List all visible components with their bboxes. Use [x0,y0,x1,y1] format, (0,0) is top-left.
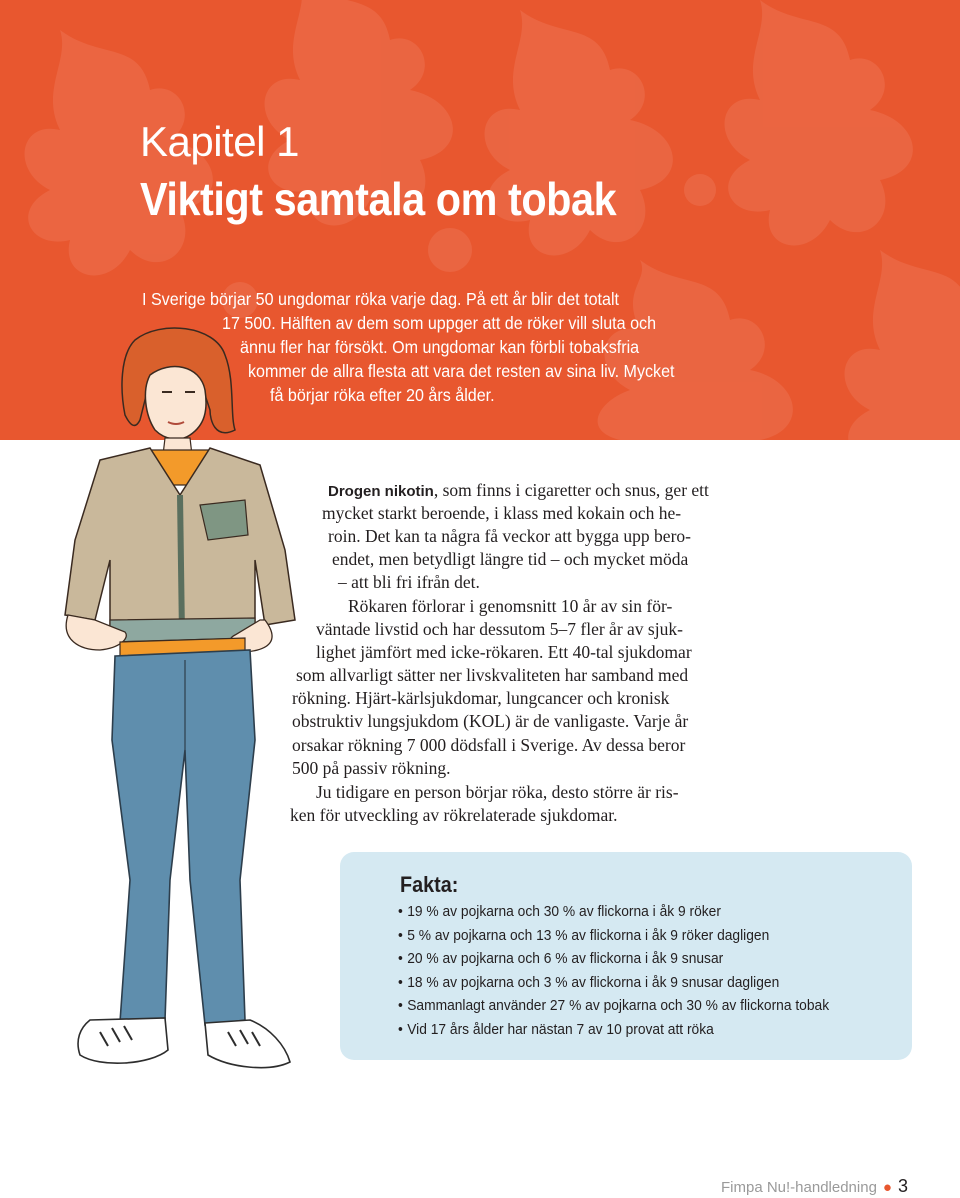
body-line: orsakar rökning 7 000 dödsfall i Sverige. Av dessa beror [292,735,686,755]
body-line: väntade livstid och har dessutom 5–7 fler år av sjuk- [316,619,683,639]
intro-line: 17 500. Hälften av dem som uppger att de röker vill sluta och [222,313,657,333]
bullet-icon: • [398,1020,403,1038]
body-line: ken för utveckling av rökrelaterade sjukdomar. [290,805,618,825]
bullet-icon: • [398,973,403,991]
facts-item-text: 5 % av pojkarna och 13 % av flickorna i åk 9 röker dagligen [407,926,770,944]
body-line: – att bli fri ifrån det. [338,572,480,592]
intro-line: få börjar röka efter 20 års ålder. [270,385,495,405]
facts-item [398,947,829,971]
facts-item [398,971,829,995]
body-line: Ju tidigare en person börjar röka, desto större är ris- [316,782,679,802]
body-line: , som finns i cigaretter och snus, ger ett [433,480,709,500]
body-line: 500 på passiv rökning. [292,758,451,778]
body-line: lighet jämfört med icke-rökaren. Ett 40-tal sjukdomar [316,642,692,662]
facts-list [398,900,867,1041]
facts-item [398,900,829,924]
footer-label: Fimpa Nu!-handledning [720,1179,877,1196]
bullet-icon: ● [882,1179,892,1196]
bullet-icon: • [398,950,403,967]
body-line: rökning. Hjärt-kärlsjukdomar, lungcancer och kronisk [292,688,670,708]
facts-item-text: Vid 17 års ålder har nästan 7 av 10 provat att röka [407,1020,714,1038]
page-footer [721,1176,908,1197]
bullet-icon: • [398,997,403,1014]
intro-line: ännu fler har försökt. Om ungdomar kan förbli tobaksfria [240,337,640,357]
facts-item [398,924,829,948]
body-line: obstruktiv lungsjukdom (KOL) är de vanligaste. Varje år [292,711,689,731]
intro-line: I Sverige börjar 50 ungdomar röka varje dag. På ett år blir det totalt [142,289,620,309]
body-line: mycket starkt beroende, i klass med kokain och he- [322,503,682,523]
body-line: roin. Det kan ta några få veckor att bygga upp bero- [328,526,691,546]
body-line: endet, men betydligt längre tid – och mycket möda [332,549,689,569]
lead-bold: Drogen nikotin [328,483,434,500]
body-line: som allvarligt sätter ner livskvaliteten har samband med [296,665,689,685]
chapter-label: Kapitel 1 [140,118,299,165]
intro-line: kommer de allra flesta att vara det resten av sina liv. Mycket [248,361,675,381]
bullet-icon: • [398,903,403,920]
page-number: 3 [897,1176,908,1196]
facts-item [398,1018,829,1042]
facts-item-text: 19 % av pojkarna och 30 % av flickorna i åk 9 röker [407,903,721,920]
page-title: Viktigt samtala om tobak [140,173,617,225]
body-line-lead [328,480,709,501]
facts-item-text: 18 % av pojkarna och 3 % av flickorna i åk 9 snusar dagligen [407,973,780,991]
bullet-icon: • [398,926,403,944]
body-line: Rökaren förlorar i genomsnitt 10 år av sin för- [348,596,673,616]
facts-title: Fakta: [400,872,459,897]
facts-item-text: Sammanlagt använder 27 % av pojkarna och 30 % av flickorna tobak [407,997,830,1014]
facts-item [398,994,829,1018]
facts-box [340,852,912,1060]
facts-item-text: 20 % av pojkarna och 6 % av flickorna i åk 9 snusar [407,950,724,967]
